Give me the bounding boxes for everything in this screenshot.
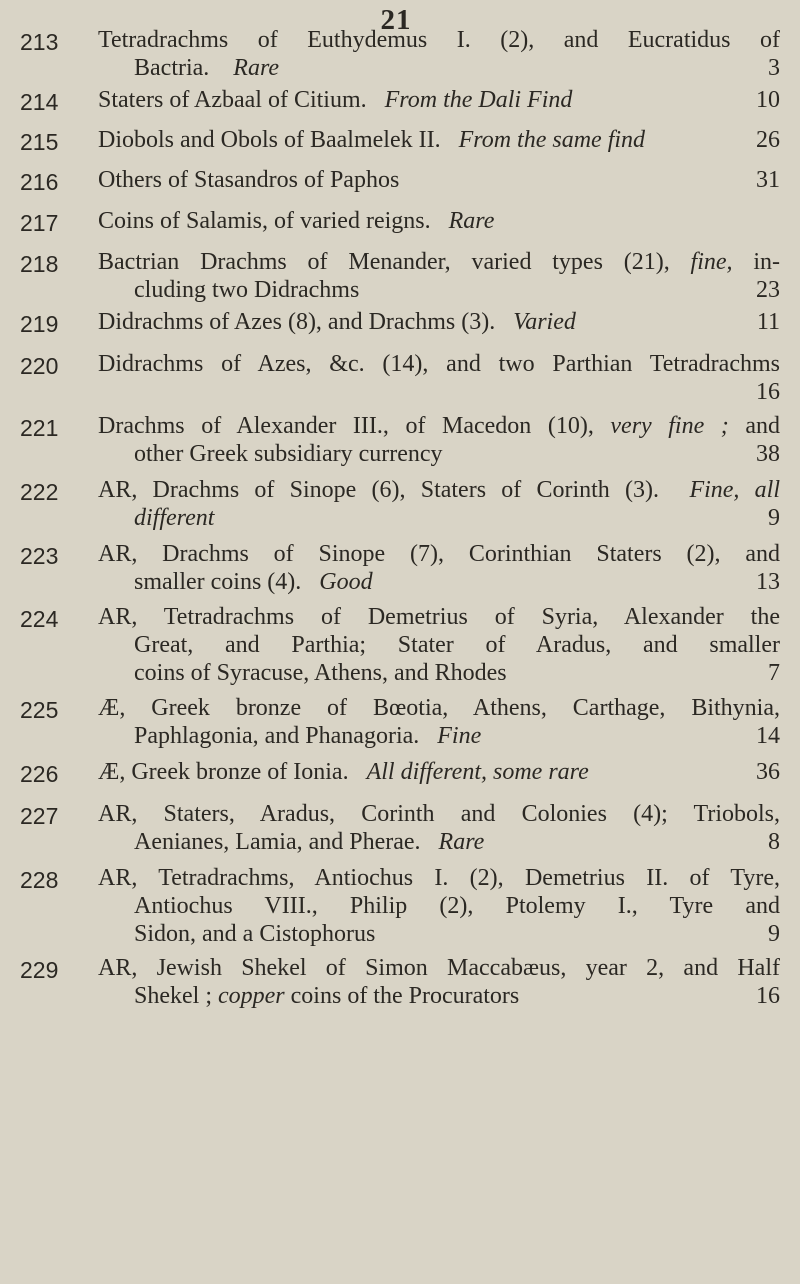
lot-description: Æ, Greek bronze of Ionia. All different, some rare 36: [98, 759, 780, 785]
lot-number: 214: [20, 89, 59, 115]
lot-number: 215: [20, 129, 59, 155]
lot-description: Others of Stasandros of Paphos 31: [98, 167, 780, 193]
lot-description: AR, Tetradrachms, Antiochus I. (2), Demetrius II. of Tyre, Antiochus VIII., Philip (2), Ptolemy I., Tyre and Sidon, and a Cistophorus 9: [98, 865, 780, 947]
lot-quantity: 13: [756, 569, 780, 595]
lot-grade: Good: [319, 569, 373, 595]
lot-description: Didrachms of Azes, &c. (14), and two Parthian Tetradrachms 16: [98, 351, 780, 405]
lot-description: AR, Drachms of Sinope (6), Staters of Corinth (3). Fine, all different 9: [98, 477, 780, 531]
lot-description: AR, Jewish Shekel of Simon Maccabæus, year 2, and Half Shekel ; copper coins of the Procurators 16: [98, 955, 780, 1009]
lot-number: 229: [20, 957, 59, 983]
lot-quantity: 36: [756, 759, 780, 785]
lot-grade: Rare: [448, 208, 495, 234]
lot-quantity: 9: [768, 921, 780, 947]
lot-quantity: 31: [756, 167, 780, 193]
lot-number: 224: [20, 606, 59, 632]
lot-number: 213: [20, 29, 59, 55]
lot-description: AR, Drachms of Sinope (7), Corinthian Staters (2), and smaller coins (4). Good 13: [98, 541, 780, 595]
lot-description: Staters of Azbaal of Citium. From the Dali Find 10: [98, 87, 780, 113]
lot-description: Diobols and Obols of Baalmelek II. From the same find 26: [98, 127, 780, 153]
lot-note: From the same find: [458, 127, 646, 153]
page-number: 21: [380, 4, 412, 36]
lot-note: All different, some rare: [366, 759, 589, 785]
lot-number: 222: [20, 479, 59, 505]
lot-note: From the Dali Find: [384, 87, 573, 113]
lot-grade: Rare: [233, 55, 280, 81]
lot-quantity: 16: [756, 379, 780, 405]
lot-quantity: 11: [756, 309, 780, 335]
lot-number: 218: [20, 251, 59, 277]
lot-number: 226: [20, 761, 59, 787]
lot-quantity: 8: [768, 829, 780, 855]
lot-number: 223: [20, 543, 59, 569]
lot-note: Varied: [513, 309, 576, 335]
lot-description: Bactrian Drachms of Menander, varied types (21), fine, in- cluding two Didrachms 23: [98, 249, 781, 303]
lot-quantity: 10: [756, 87, 780, 113]
lot-quantity: 3: [768, 55, 780, 81]
lot-number: 227: [20, 803, 59, 829]
lot-description: Coins of Salamis, of varied reigns. Rare: [98, 208, 495, 234]
lot-description: Tetradrachms of Euthydemus I. (2), and Eucratidus of Bactria. Rare 3: [98, 27, 780, 81]
lot-number: 221: [20, 415, 59, 441]
lot-description: Didrachms of Azes (8), and Drachms (3). Varied 11: [98, 309, 780, 335]
lot-quantity: 26: [756, 127, 780, 153]
lot-quantity: 14: [756, 723, 780, 749]
lot-number: 220: [20, 353, 59, 379]
lot-quantity: 38: [756, 441, 780, 467]
lot-grade: Rare: [438, 829, 485, 855]
lot-quantity: 23: [756, 277, 780, 303]
lot-number: 217: [20, 210, 59, 236]
lot-description: Drachms of Alexander III., of Macedon (10), very fine ; and other Greek subsidiary currency 38: [98, 413, 781, 467]
lot-description: AR, Staters, Aradus, Corinth and Colonies (4); Triobols, Aenianes, Lamia, and Pherae. Rare 8: [98, 801, 780, 855]
lot-number: 219: [20, 311, 59, 337]
lot-number: 225: [20, 697, 59, 723]
lot-description: Æ, Greek bronze of Bœotia, Athens, Carthage, Bithynia, Paphlagonia, and Phanagoria. Fine 14: [98, 695, 780, 749]
lot-quantity: 16: [756, 983, 780, 1009]
lot-number: 216: [20, 169, 59, 195]
lot-description: AR, Tetradrachms of Demetrius of Syria, Alexander the Great, and Parthia; Stater of Aradus, and smaller coins of Syracuse, Athens, and Rhodes 7: [98, 604, 780, 686]
lot-grade: Fine: [437, 723, 482, 749]
lot-quantity: 9: [768, 505, 780, 531]
lot-number: 228: [20, 867, 59, 893]
lot-quantity: 7: [768, 660, 780, 686]
